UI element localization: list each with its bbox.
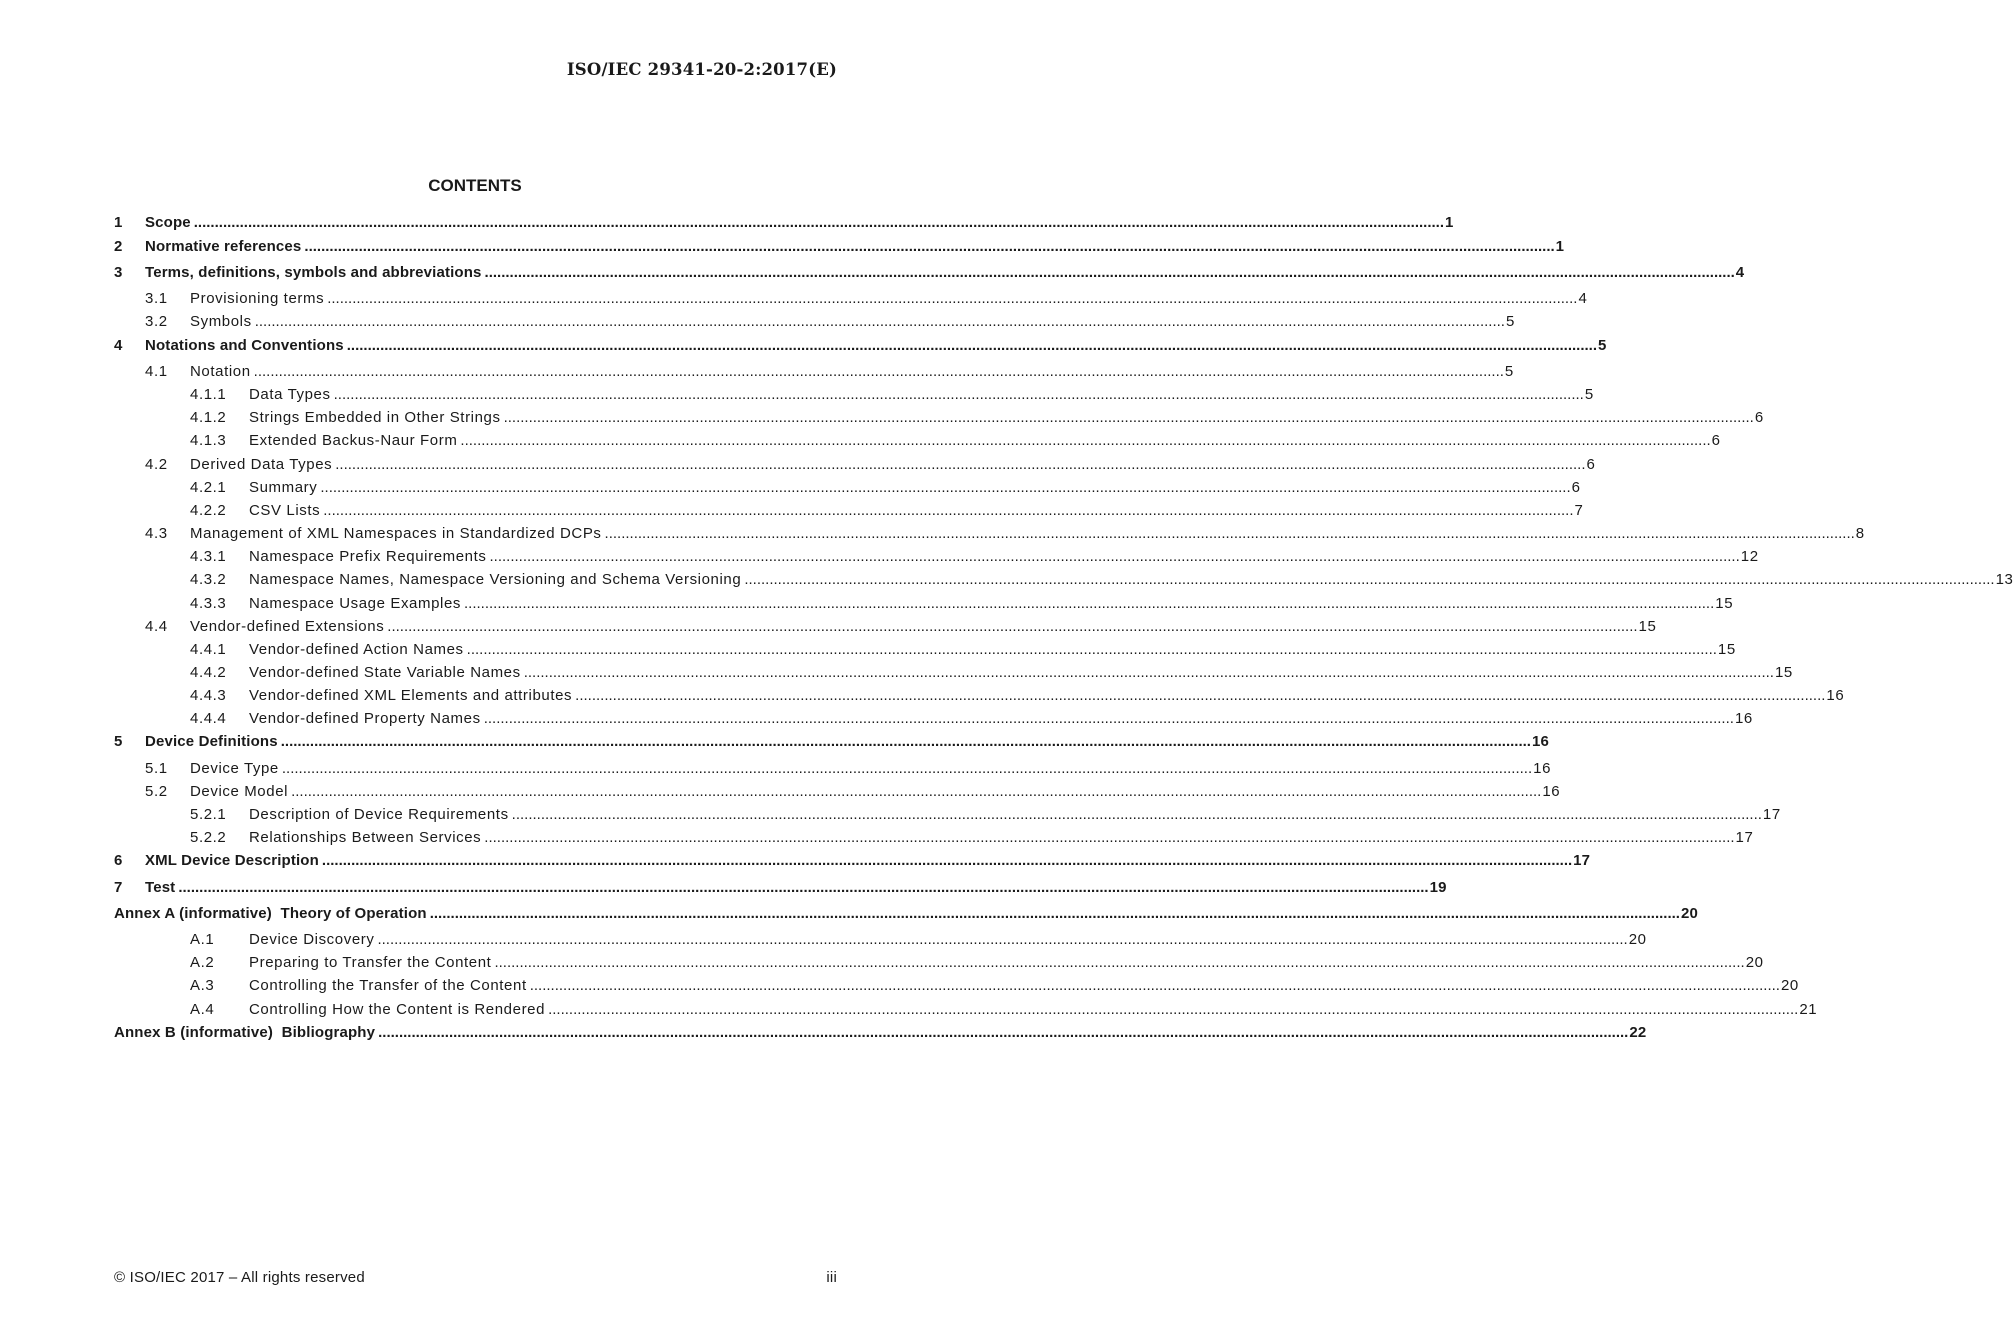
toc-entry-number: 1 [114, 214, 123, 231]
toc-entry-title: Annex A (informative) Theory of Operation [114, 905, 430, 922]
dot-leader: ............................................................................................................................................................................................................................................................................................................ [548, 1001, 1799, 1018]
toc-entry-page: 21 [1799, 1001, 1818, 1018]
toc-entry-page: 1 [1445, 214, 1454, 231]
dot-leader: ............................................................................................................................................................................................................................................................................................................ [489, 548, 1740, 565]
toc-entry-title: Namespace Usage Examples [249, 595, 464, 612]
dot-leader: ............................................................................................................................................................................................................................................................................................................ [484, 264, 1735, 281]
toc-entry-page: 5 [1505, 313, 1515, 330]
toc-entry-number: 2 [114, 238, 123, 255]
dot-leader: ............................................................................................................................................................................................................................................................................................................ [291, 783, 1542, 800]
dot-leader: ............................................................................................................................................................................................................................................................................................................ [377, 931, 1628, 948]
toc-entry [114, 852, 1591, 869]
toc-entry [114, 479, 1581, 496]
dot-leader: ............................................................................................................................................................................................................................................................................................................ [378, 1024, 1629, 1041]
dot-leader: ............................................................................................................................................................................................................................................................................................................ [280, 733, 1531, 750]
dot-leader: ............................................................................................................................................................................................................................................................................................................ [604, 525, 1855, 542]
toc-entry-title: Test [145, 879, 178, 896]
toc-entry-title: Controlling How the Content is Rendered [249, 1001, 548, 1018]
toc-entry-page: 12 [1740, 548, 1759, 565]
toc-entry-page: 17 [1735, 829, 1754, 846]
toc-entry [114, 571, 2013, 588]
toc-entry-number: 4.4 [145, 618, 168, 635]
toc-entry-page: 15 [1715, 595, 1734, 612]
dot-leader: ............................................................................................................................................................................................................................................................................................................ [523, 664, 1774, 681]
toc-entry-page: 16 [1533, 760, 1552, 777]
toc-entry-page: 6 [1711, 432, 1721, 449]
toc-entry-number: 4.3.3 [190, 595, 227, 612]
toc-entry-title: Terms, definitions, symbols and abbreviations [145, 264, 485, 281]
toc-entry-number: 4.1.3 [190, 432, 227, 449]
toc-entry-number: 4.4.2 [190, 664, 227, 681]
toc-entry-number: A.4 [190, 1001, 215, 1018]
dot-leader: ............................................................................................................................................................................................................................................................................................................ [327, 290, 1578, 307]
toc-entry-page: 16 [1531, 733, 1549, 750]
toc-entry-number: 4.1.2 [190, 409, 227, 426]
toc-entry-page: 6 [1571, 479, 1581, 496]
toc-entry-page: 17 [1573, 852, 1591, 869]
toc-entry-title: Notations and Conventions [145, 337, 347, 354]
dot-leader: ............................................................................................................................................................................................................................................................................................................ [333, 386, 1584, 403]
toc-entry-title: XML Device Description [145, 852, 322, 869]
toc-entry-number: 4.3.2 [190, 571, 227, 588]
toc-entry-number: 3.2 [145, 313, 168, 330]
toc-entry-page: 8 [1855, 525, 1865, 542]
toc-entry-number: 5.2 [145, 783, 168, 800]
dot-leader: ............................................................................................................................................................................................................................................................................................................ [429, 905, 1680, 922]
toc-entry-page: 7 [1574, 502, 1584, 519]
toc-entry-page: 13 [1995, 571, 2013, 588]
dot-leader: ............................................................................................................................................................................................................................................................................................................ [484, 829, 1735, 846]
dot-leader: ............................................................................................................................................................................................................................................................................................................ [387, 618, 1638, 635]
toc-entry-number: 4.3.1 [190, 548, 227, 565]
dot-leader: ............................................................................................................................................................................................................................................................................................................ [323, 502, 1574, 519]
toc-entry-page: 1 [1555, 238, 1565, 255]
toc-entry [114, 664, 1793, 681]
toc-entry-title: Strings Embedded in Other Strings [249, 409, 504, 426]
dot-leader: ............................................................................................................................................................................................................................................................................................................ [281, 760, 1533, 777]
toc-entry [114, 386, 1594, 403]
toc-entry [114, 548, 1759, 565]
toc-entry-page: 17 [1762, 806, 1781, 823]
toc-entry-title: Controlling the Transfer of the Content [249, 977, 530, 994]
toc-entry-page: 20 [1780, 977, 1799, 994]
toc-entry-number: 4.4.4 [190, 710, 227, 727]
dot-leader: ............................................................................................................................................................................................................................................................................................................ [460, 432, 1711, 449]
toc-entry-title: Device Discovery [249, 931, 377, 948]
toc-entry [114, 760, 1552, 777]
dot-leader: ............................................................................................................................................................................................................................................................................................................ [466, 641, 1717, 658]
toc-entry-title: Device Model [190, 783, 291, 800]
toc-entry-title: Extended Backus-Naur Form [249, 432, 460, 449]
toc-entry [114, 525, 1865, 542]
toc-entry-page: 20 [1628, 931, 1647, 948]
toc-entry-page: 5 [1598, 337, 1607, 354]
toc-entry-page: 15 [1717, 641, 1736, 658]
toc-entry-title: Vendor-defined Property Names [249, 710, 484, 727]
toc-entry-title: Scope [145, 214, 194, 231]
dot-leader: ............................................................................................................................................................................................................................................................................................................ [483, 710, 1734, 727]
toc-entry-title: CSV Lists [249, 502, 323, 519]
toc-entry-number: 4.4.3 [190, 687, 227, 704]
toc-entry [114, 710, 1753, 727]
toc-entry [114, 783, 1561, 800]
toc-entry [114, 290, 1588, 307]
toc-entry-number: 5.1 [145, 760, 168, 777]
toc-entry-title: Relationships Between Services [249, 829, 484, 846]
toc-entry [114, 829, 1754, 846]
dot-leader: ............................................................................................................................................................................................................................................................................................................ [503, 409, 1754, 426]
dot-leader: ............................................................................................................................................................................................................................................................................................................ [494, 954, 1745, 971]
toc-entry-page: 6 [1586, 456, 1596, 473]
toc-entry-title: Normative references [145, 238, 304, 255]
dot-leader: ............................................................................................................................................................................................................................................................................................................ [464, 595, 1715, 612]
toc-entry-title: Vendor-defined XML Elements and attributes [249, 687, 575, 704]
toc-entry-page: 6 [1754, 409, 1764, 426]
dot-leader: ............................................................................................................................................................................................................................................................................................................ [321, 852, 1573, 869]
toc-entry-title: Provisioning terms [190, 290, 327, 307]
toc-entry [114, 363, 1514, 380]
toc-entry [114, 214, 1454, 231]
dot-leader: ............................................................................................................................................................................................................................................................................................................ [335, 456, 1586, 473]
dot-leader: ............................................................................................................................................................................................................................................................................................................ [320, 479, 1571, 496]
toc-entry-number: 4.2 [145, 456, 168, 473]
toc-entry-title: Summary [249, 479, 320, 496]
toc-entry-title: Device Type [190, 760, 282, 777]
toc-entry [114, 806, 1781, 823]
toc-entry-title: Data Types [249, 386, 334, 403]
toc-entry-number: 4.4.1 [190, 641, 227, 658]
toc-entry-page: 20 [1680, 905, 1698, 922]
toc-entry-title: Vendor-defined Extensions [190, 618, 387, 635]
toc-entry [114, 687, 1845, 704]
toc-entry-number: 4.2.1 [190, 479, 227, 496]
toc-entry [114, 432, 1721, 449]
dot-leader: ............................................................................................................................................................................................................................................................................................................ [304, 238, 1555, 255]
toc-entry [114, 456, 1596, 473]
toc-entry-number: 5.2.1 [190, 806, 227, 823]
copyright-notice: © ISO/IEC 2017 – All rights reserved [114, 1269, 365, 1286]
toc-entry-title: Namespace Names, Namespace Versioning and Schema Versioning [249, 571, 744, 588]
toc-heading: CONTENTS [428, 176, 522, 195]
toc-entry-number: 3.1 [145, 290, 168, 307]
toc-entry-title: Management of XML Namespaces in Standardized DCPs [190, 525, 605, 542]
dot-leader: ............................................................................................................................................................................................................................................................................................................ [529, 977, 1780, 994]
document-identifier: ISO/IEC 29341-20-2:2017(E) [566, 60, 837, 79]
toc-entry [114, 595, 1734, 612]
toc-entry-title: Derived Data Types [190, 456, 335, 473]
toc-entry-page: 16 [1734, 710, 1753, 727]
toc-entry [114, 618, 1657, 635]
toc-entry-number: 4.1.1 [190, 386, 227, 403]
page-footer [114, 1269, 837, 1286]
toc-entry-number: A.3 [190, 977, 215, 994]
toc-entry-page: 15 [1774, 664, 1793, 681]
dot-leader: ............................................................................................................................................................................................................................................................................................................ [193, 214, 1445, 231]
toc-entry-title: Vendor-defined State Variable Names [249, 664, 524, 681]
toc-entry [114, 1001, 1818, 1018]
toc-entry [114, 264, 1745, 281]
dot-leader: ............................................................................................................................................................................................................................................................................................................ [254, 313, 1505, 330]
toc-entry-page: 16 [1826, 687, 1845, 704]
toc-entry [114, 337, 1607, 354]
toc-entry [114, 409, 1764, 426]
toc-entry-number: 4.3 [145, 525, 168, 542]
toc-entry-title: Vendor-defined Action Names [249, 641, 467, 658]
toc-entry-number: 5 [114, 733, 123, 750]
toc-entry-number: 6 [114, 852, 123, 869]
toc-entry [114, 977, 1799, 994]
toc-entry-title: Symbols [190, 313, 255, 330]
toc-entry-title: Device Definitions [145, 733, 281, 750]
toc-entry [114, 313, 1515, 330]
toc-entry-title: Notation [190, 363, 254, 380]
toc-entry-page: 15 [1638, 618, 1657, 635]
toc-entry-number: 4.2.2 [190, 502, 227, 519]
toc-entry [114, 733, 1549, 750]
dot-leader: ............................................................................................................................................................................................................................................................................................................ [744, 571, 1995, 588]
toc-entry-page: 22 [1629, 1024, 1647, 1041]
toc-entry-page: 5 [1504, 363, 1514, 380]
toc-entry-number: 3 [114, 264, 123, 281]
toc-entry [114, 954, 1764, 971]
toc-entry-number: 5.2.2 [190, 829, 227, 846]
dot-leader: ............................................................................................................................................................................................................................................................................................................ [511, 806, 1762, 823]
toc-entry [114, 502, 1584, 519]
toc-entry-title: Description of Device Requirements [249, 806, 512, 823]
dot-leader: ............................................................................................................................................................................................................................................................................................................ [346, 337, 1597, 354]
toc-entry-page: 4 [1578, 290, 1588, 307]
toc-entry [114, 238, 1565, 255]
toc-entry [114, 1024, 1647, 1041]
dot-leader: ............................................................................................................................................................................................................................................................................................................ [253, 363, 1504, 380]
toc-entry-title: Namespace Prefix Requirements [249, 548, 490, 565]
toc-entry-number: 7 [114, 879, 123, 896]
toc-entry [114, 879, 1447, 896]
toc-entry-number: A.2 [190, 954, 215, 971]
toc-entry [114, 931, 1647, 948]
toc-entry-page: 5 [1584, 386, 1594, 403]
toc-entry-page: 16 [1542, 783, 1561, 800]
toc-entry-number: 4.1 [145, 363, 168, 380]
toc-entry-title: Preparing to Transfer the Content [249, 954, 494, 971]
toc-entry [114, 905, 1698, 922]
toc-entry-page: 20 [1745, 954, 1764, 971]
page-number: iii [826, 1269, 837, 1286]
dot-leader: ............................................................................................................................................................................................................................................................................................................ [178, 879, 1429, 896]
dot-leader: ............................................................................................................................................................................................................................................................................................................ [575, 687, 1826, 704]
toc-entry-number: 4 [114, 337, 123, 354]
toc-entry-title: Annex B (informative) Bibliography [114, 1024, 378, 1041]
toc-entry [114, 641, 1736, 658]
toc-entry-number: A.1 [190, 931, 215, 948]
toc-entry-page: 19 [1429, 879, 1447, 896]
toc-entry-page: 4 [1735, 264, 1745, 281]
